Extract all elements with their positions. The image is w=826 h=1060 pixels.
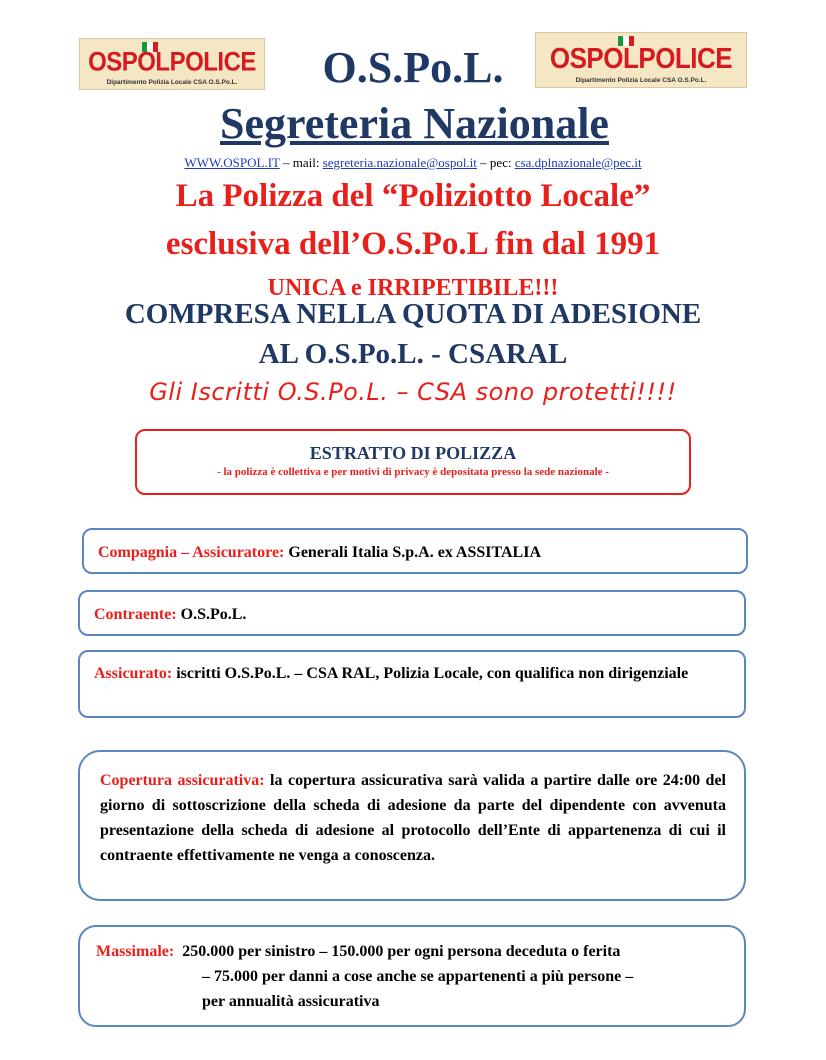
contraente-label: Contraente: [94, 606, 177, 623]
org-title: O.S.Po.L. [322, 43, 504, 92]
pec-label: – pec: [476, 155, 515, 170]
estratto-title: ESTRATTO DI POLIZZA [309, 443, 517, 463]
estratto-note: - la polizza è collettiva e per motivi di privacy è depositata presso la sede nazionale - [217, 466, 609, 478]
tagline: Gli Iscritti O.S.Po.L. – CSA sono protetti!!!! [149, 378, 677, 406]
copertura-label: Copertura assicurativa: [100, 772, 265, 789]
compagnia-box [82, 528, 748, 574]
mail-label: – mail: [279, 155, 323, 170]
headline-line-4: COMPRESA NELLA QUOTA DI ADESIONE [124, 298, 702, 330]
massimale-line-1: 250.000 per sinistro – 150.000 per ogni persona deceduta o ferita [182, 943, 621, 960]
assicurato-label: Assicurato: [94, 665, 173, 682]
estratto-box [135, 429, 691, 495]
headline-line-3: UNICA e IRRIPETIBILE!!! [267, 275, 559, 301]
copertura-value: la copertura assicurativa sarà valida a partire dalle ore 24:00 del giorno di sottoscrizione della scheda di adesione da parte del dipendente con avvenuta presentazione della scheda di adesione al protocollo dell’Ente di appartenenza di cui il contraente effettivamente ne venga a conoscenza. [100, 772, 726, 864]
massimale-line-2: – 75.000 per danni a cose anche se appartenenti a più persone – [202, 968, 634, 985]
contraente-box [78, 590, 746, 636]
assicurato-box [78, 650, 746, 718]
massimale-line-3: per annualità assicurativa [202, 993, 380, 1010]
headline-line-2: esclusiva dell’O.S.Po.L fin dal 1991 [165, 226, 661, 262]
copertura-box [78, 750, 746, 901]
email-link[interactable]: segreteria.nazionale@ospol.it [322, 155, 477, 170]
assicurato-value: iscritti O.S.Po.L. – CSA RAL, Polizia Locale, con qualifica non dirigenziale [172, 665, 689, 682]
contraente-value: O.S.Po.L. [176, 606, 247, 623]
compagnia-label: Compagnia – Assicuratore: [98, 544, 285, 561]
contact-line [0, 155, 826, 171]
logo-subtitle: Dipartimento Polizia Locale CSA O.S.Po.L. [575, 77, 707, 84]
logo-wordmark: OSPOLPOLICE [549, 41, 733, 75]
secretariat-title: Segreteria Nazionale [220, 99, 609, 148]
massimale-label: Massimale: [96, 943, 175, 960]
headline-line-1: La Polizza del “Poliziotto Locale” [175, 178, 651, 214]
website-link[interactable]: WWW.OSPOL.IT [184, 155, 280, 170]
massimale-box [78, 925, 746, 1027]
logo-wordmark: OSPOLPOLICE [88, 47, 256, 78]
pec-link[interactable]: csa.dplnazionale@pec.it [514, 155, 642, 170]
compagnia-value: Generali Italia S.p.A. ex ASSITALIA [284, 544, 541, 561]
headline-line-5: AL O.S.Po.L. - CSARAL [258, 338, 568, 370]
logo-subtitle: Dipartimento Polizia Locale CSA O.S.Po.L. [106, 79, 238, 86]
